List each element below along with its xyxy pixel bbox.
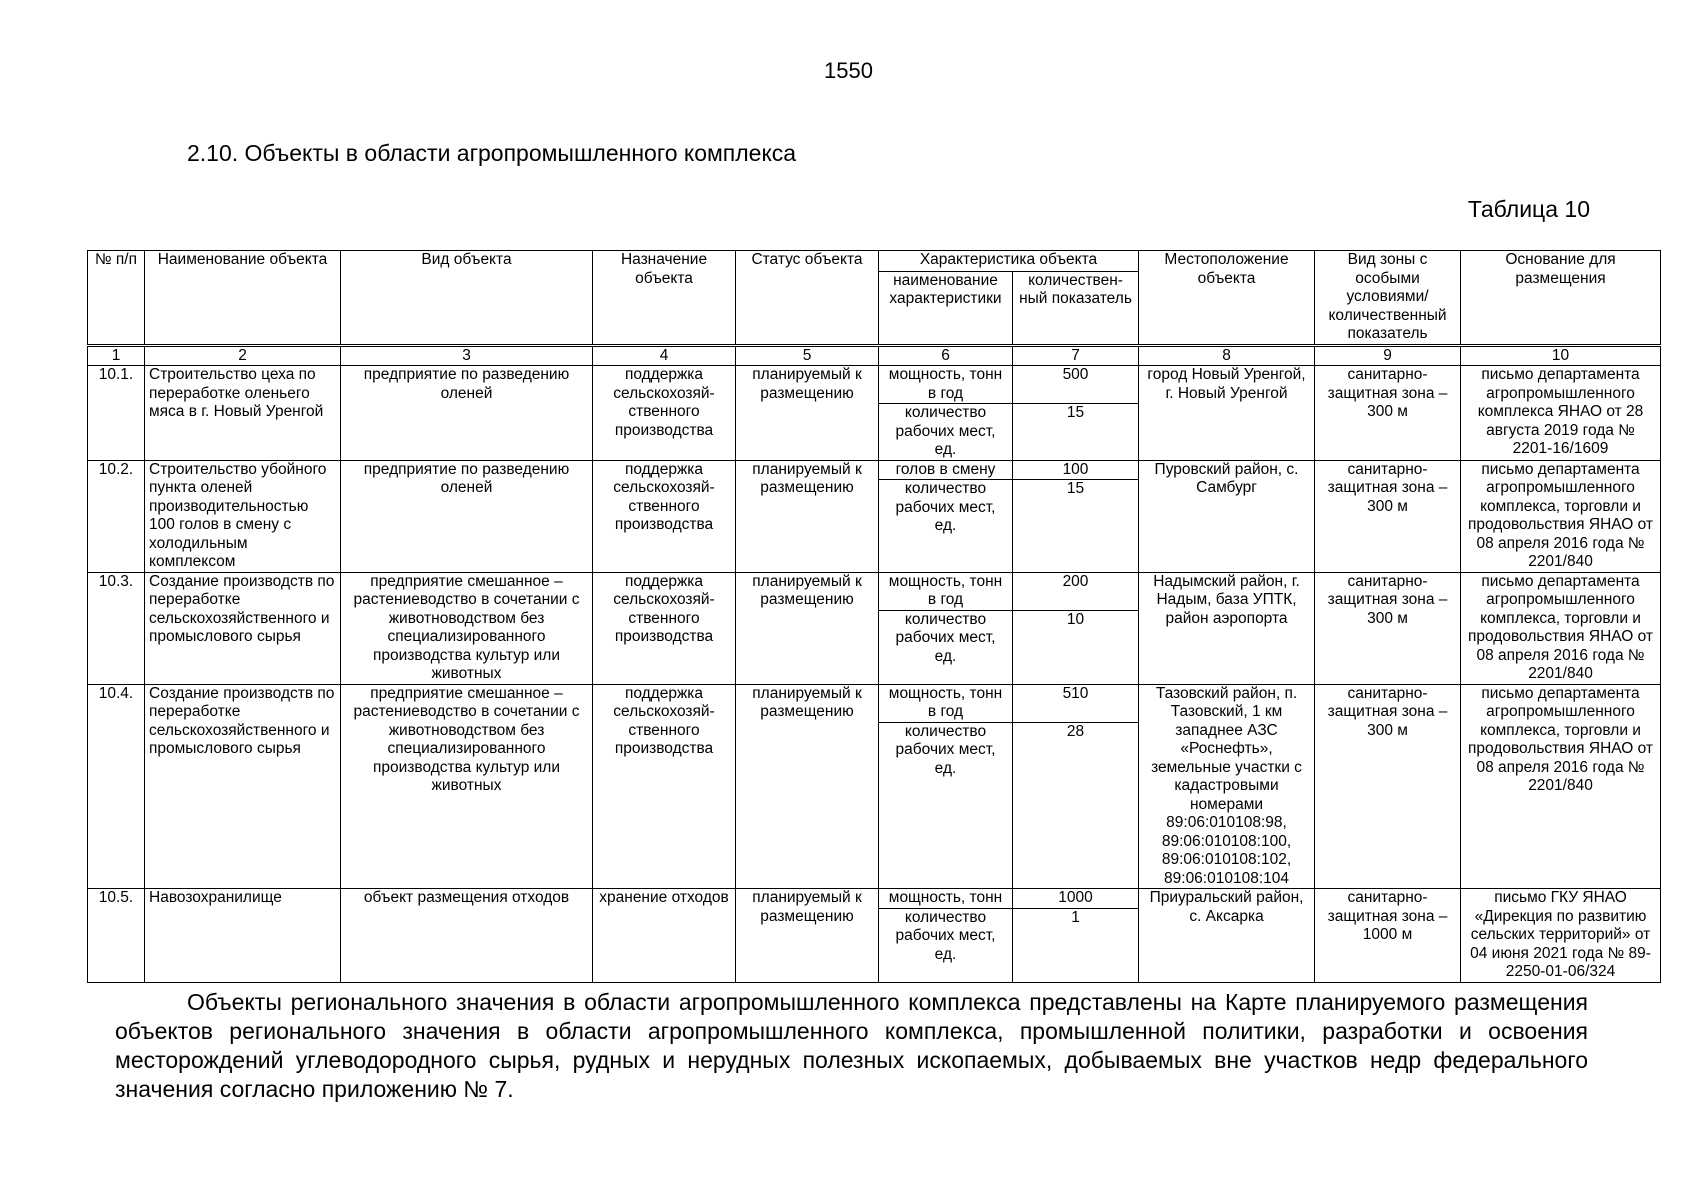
- row-char1-name: голов в смену: [879, 460, 1013, 480]
- column-number: 1: [88, 345, 145, 366]
- row-zone: санитарно-защитная зона – 300 м: [1315, 572, 1461, 684]
- header-location: Местоположение объекта: [1139, 251, 1315, 346]
- row-zone: санитарно-защитная зона – 300 м: [1315, 366, 1461, 461]
- row-num: 10.2.: [88, 460, 145, 572]
- column-number: 6: [879, 345, 1013, 366]
- row-status: планируемый к размещению: [736, 572, 879, 684]
- table-row: [88, 684, 1661, 722]
- row-char2-value: 1: [1013, 908, 1139, 982]
- row-purpose: поддержка сельскохозяй-ственного производства: [593, 460, 736, 572]
- table-row: [88, 366, 1661, 404]
- column-number: 10: [1461, 345, 1661, 366]
- row-char2-name: количество рабочих мест, ед.: [879, 722, 1013, 889]
- column-number: 4: [593, 345, 736, 366]
- row-char2-value: 10: [1013, 610, 1139, 684]
- row-num: 10.1.: [88, 366, 145, 461]
- row-basis: письмо департамента агропромышленного комплекса, торговли и продовольствия ЯНАО от 08 апреля 2016 года № 2201/840: [1461, 684, 1661, 889]
- header-char-name: наименование характеристики: [879, 271, 1013, 345]
- column-number: 7: [1013, 345, 1139, 366]
- row-char1-name: мощность, тонн в год: [879, 366, 1013, 404]
- row-name: Навозохранилище: [145, 889, 341, 983]
- row-basis: письмо департамента агропромышленного комплекса ЯНАО от 28 августа 2019 года № 2201-16/1609: [1461, 366, 1661, 461]
- column-number: 9: [1315, 345, 1461, 366]
- row-zone: санитарно-защитная зона – 300 м: [1315, 684, 1461, 889]
- row-basis: письмо ГКУ ЯНАО «Дирекция по развитию сельских территорий» от 04 июня 2021 года № 89-2250-01-06/324: [1461, 889, 1661, 983]
- row-num: 10.4.: [88, 684, 145, 889]
- row-char1-name: мощность, тонн в год: [879, 572, 1013, 610]
- row-char2-value: 15: [1013, 404, 1139, 461]
- row-num: 10.5.: [88, 889, 145, 983]
- row-kind: предприятие по разведению оленей: [341, 366, 593, 461]
- row-kind: предприятие смешанное – растениеводство в сочетании с животноводством без специализированного производства культур или животных: [341, 684, 593, 889]
- row-location: Пуровский район, с. Самбург: [1139, 460, 1315, 572]
- table-row: [88, 889, 1661, 909]
- row-char1-value: 500: [1013, 366, 1139, 404]
- header-characteristics: Характеристика объекта: [879, 251, 1139, 272]
- row-kind: предприятие по разведению оленей: [341, 460, 593, 572]
- section-title: 2.10. Объекты в области агропромышленного комплекса: [187, 140, 797, 166]
- header-zone: Вид зоны с особыми условиями/ количественный показатель: [1315, 251, 1461, 346]
- row-status: планируемый к размещению: [736, 460, 879, 572]
- column-number: 8: [1139, 345, 1315, 366]
- row-char2-value: 15: [1013, 480, 1139, 573]
- row-kind: объект размещения отходов: [341, 889, 593, 983]
- row-char1-name: мощность, тонн: [879, 889, 1013, 909]
- row-num: 10.3.: [88, 572, 145, 684]
- row-zone: санитарно-защитная зона – 300 м: [1315, 460, 1461, 572]
- row-purpose: хранение отходов: [593, 889, 736, 983]
- row-char2-name: количество рабочих мест, ед.: [879, 480, 1013, 573]
- row-zone: санитарно-защитная зона – 1000 м: [1315, 889, 1461, 983]
- row-location: Приуральский район, с. Аксарка: [1139, 889, 1315, 983]
- row-purpose: поддержка сельскохозяй-ственного производства: [593, 684, 736, 889]
- header-purpose: Назначение объекта: [593, 251, 736, 346]
- row-name: Создание производств по переработке сельскохозяйственного и промыслового сырья: [145, 572, 341, 684]
- header-name: Наименование объекта: [145, 251, 341, 346]
- row-purpose: поддержка сельскохозяй-ственного производства: [593, 572, 736, 684]
- column-number: 2: [145, 345, 341, 366]
- row-char2-name: количество рабочих мест, ед.: [879, 908, 1013, 982]
- body-paragraph: Объекты регионального значения в области агропромышленного комплекса представлены на Карте планируемого размещения объектов регионального значения в области агропромышленного комплекса, промышленной политики, разработки и освоения месторождений углеводородного сырья, рудных и нерудных полезных ископаемых, добываемых вне участков недр федерального значения согласно приложению № 7.: [115, 989, 1588, 1102]
- row-status: планируемый к размещению: [736, 366, 879, 461]
- header-kind: Вид объекта: [341, 251, 593, 346]
- header-status: Статус объекта: [736, 251, 879, 346]
- table-caption: Таблица 10: [1467, 196, 1590, 222]
- column-number: 3: [341, 345, 593, 366]
- row-location: Надымский район, г. Надым, база УПТК, район аэропорта: [1139, 572, 1315, 684]
- column-numbers-row: [88, 345, 1661, 366]
- table-row: [88, 460, 1661, 480]
- row-status: планируемый к размещению: [736, 684, 879, 889]
- table-row: [88, 572, 1661, 610]
- row-kind: предприятие смешанное – растениеводство в сочетании с животноводством без специализированного производства культур или животных: [341, 572, 593, 684]
- row-location: город Новый Уренгой, г. Новый Уренгой: [1139, 366, 1315, 461]
- row-purpose: поддержка сельскохозяй-ственного производства: [593, 366, 736, 461]
- row-char1-value: 1000: [1013, 889, 1139, 909]
- header-basis: Основание для размещения: [1461, 251, 1661, 346]
- header-char-value: количествен-ный показатель: [1013, 271, 1139, 345]
- row-basis: письмо департамента агропромышленного комплекса, торговли и продовольствия ЯНАО от 08 апреля 2016 года № 2201/840: [1461, 460, 1661, 572]
- row-char1-value: 510: [1013, 684, 1139, 722]
- row-char2-name: количество рабочих мест, ед.: [879, 404, 1013, 461]
- row-char1-name: мощность, тонн в год: [879, 684, 1013, 722]
- page-number: 1550: [824, 58, 873, 83]
- row-name: Создание производств по переработке сельскохозяйственного и промыслового сырья: [145, 684, 341, 889]
- row-basis: письмо департамента агропромышленного комплекса, торговли и продовольствия ЯНАО от 08 апреля 2016 года № 2201/840: [1461, 572, 1661, 684]
- row-char1-value: 200: [1013, 572, 1139, 610]
- row-char1-value: 100: [1013, 460, 1139, 480]
- row-char2-name: количество рабочих мест, ед.: [879, 610, 1013, 684]
- row-char2-value: 28: [1013, 722, 1139, 889]
- row-name: Строительство убойного пункта оленей производительностью 100 голов в смену с холодильным комплексом: [145, 460, 341, 572]
- objects-table: [87, 250, 1661, 983]
- row-status: планируемый к размещению: [736, 889, 879, 983]
- row-name: Строительство цеха по переработке оленьего мяса в г. Новый Уренгой: [145, 366, 341, 461]
- column-number: 5: [736, 345, 879, 366]
- header-num: № п/п: [88, 251, 145, 346]
- row-location: Тазовский район, п. Тазовский, 1 км западнее АЗС «Роснефть», земельные участки с кадастровыми номерами 89:06:010108:98, 89:06:010108:100, 89:06:010108:102, 89:06:010108:104: [1139, 684, 1315, 889]
